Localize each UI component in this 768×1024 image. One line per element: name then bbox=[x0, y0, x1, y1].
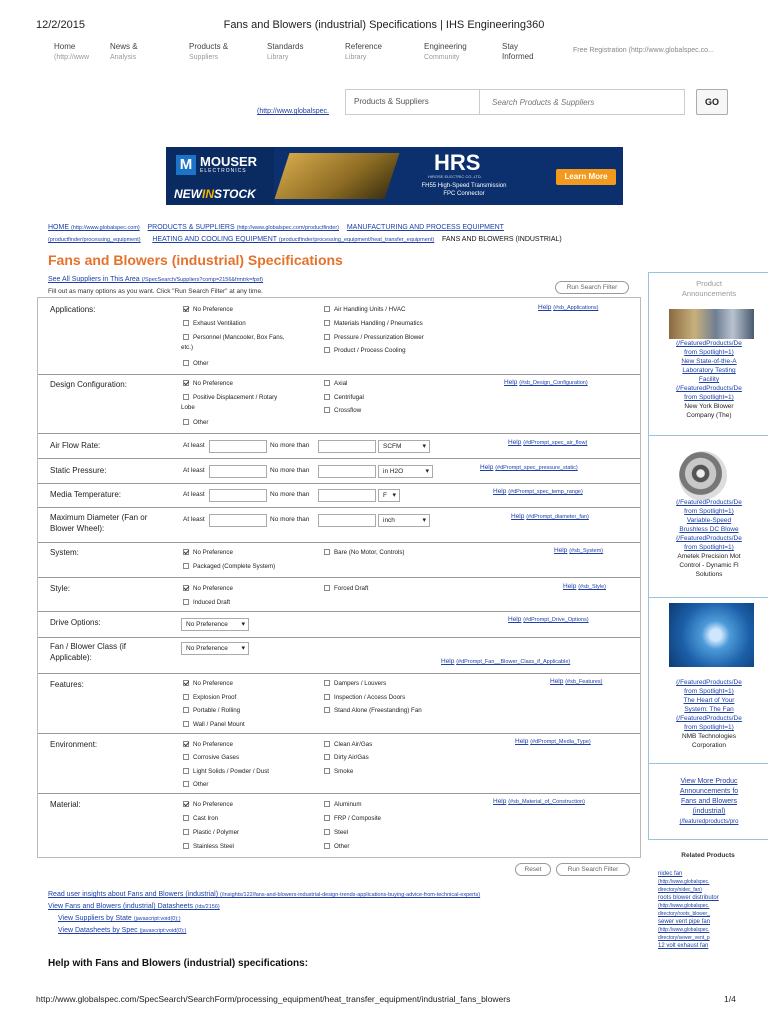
row-fan-blower-class bbox=[38, 638, 640, 674]
checkbox[interactable] bbox=[324, 754, 330, 760]
learn-more-button[interactable]: Learn More bbox=[556, 169, 616, 185]
help-environment[interactable]: Help (#dPrompt_Media_Type) bbox=[515, 738, 591, 745]
help-design-configuration[interactable]: Help (#sb_Design_Configuration) bbox=[504, 379, 588, 386]
divider bbox=[649, 763, 768, 764]
datasheets-link[interactable]: View Fans and Blowers (industrial) Datasheets (/ds/2156) bbox=[48, 903, 220, 910]
checkbox[interactable] bbox=[183, 741, 189, 747]
announcement-link[interactable]: (/FeaturedProducts/De bbox=[676, 535, 742, 542]
help-drive-options[interactable]: Help (#dPrompt_Drive_Options) bbox=[508, 616, 589, 623]
label-air-flow-rate: Air Flow Rate: bbox=[50, 441, 101, 450]
option-dirty-air[interactable]: Dirty Air/Gas bbox=[324, 754, 369, 762]
insights-link[interactable]: Read user insights about Fans and Blowers (industrial) (/insights/122/fans-and-blowers-industrial-design-trends-applications-buying-advice-from-technical-experts) bbox=[48, 891, 481, 898]
diameter-max-input[interactable] bbox=[318, 514, 376, 527]
option-corrosive-gases[interactable]: Corrosive Gases bbox=[183, 754, 239, 762]
option-product-cooling[interactable]: Product / Process Cooling bbox=[324, 347, 406, 355]
option-frp-composite[interactable]: FRP / Composite bbox=[324, 815, 381, 823]
option-no-preference[interactable]: No Preference bbox=[183, 585, 233, 593]
help-system[interactable]: Help (#sb_System) bbox=[554, 547, 604, 554]
checkbox[interactable] bbox=[183, 549, 189, 555]
at-least-label: At least bbox=[183, 516, 205, 523]
checkbox[interactable] bbox=[183, 419, 189, 425]
nav-engineering[interactable]: Engineering Community bbox=[424, 42, 467, 61]
checkbox[interactable] bbox=[324, 680, 330, 686]
banner-ad[interactable] bbox=[166, 147, 623, 205]
hrs-logo: HRS bbox=[434, 150, 481, 175]
divider bbox=[649, 435, 768, 436]
at-least-label: At least bbox=[183, 491, 205, 498]
hrs-sub: HIROSE ELECTRIC CO.,LTD. bbox=[428, 174, 482, 179]
see-all-suppliers-link[interactable]: See All Suppliers in This Area (/SpecSearch/Suppliers?comp=2156&frmtrk=fpsf) bbox=[48, 276, 264, 283]
static-pressure-min-input[interactable] bbox=[209, 465, 267, 478]
footer-links bbox=[48, 889, 628, 937]
related-item[interactable]: nidec fan (http://www.globalspec. directory/nidec_fan) bbox=[658, 871, 710, 893]
nav-news[interactable]: News & Analysis bbox=[110, 42, 138, 61]
option-no-preference[interactable]: No Preference bbox=[183, 741, 233, 749]
option-inspection-doors[interactable]: Inspection / Access Doors bbox=[324, 694, 405, 702]
crumb-home[interactable]: HOME (http://www.globalspec.com) bbox=[48, 224, 140, 231]
crumb-manufacturing-url[interactable]: (productfinder/processing_equipment) bbox=[48, 237, 141, 243]
help-applications[interactable]: Help (#sb_Applications) bbox=[538, 304, 599, 311]
checkbox[interactable] bbox=[324, 549, 330, 555]
label-applications: Applications: bbox=[50, 305, 96, 314]
option-explosion-proof[interactable]: Explosion Proof bbox=[183, 694, 236, 702]
label-drive-options: Drive Options: bbox=[50, 618, 101, 627]
checkbox[interactable] bbox=[324, 815, 330, 821]
print-date: 12/2/2015 bbox=[36, 19, 85, 31]
product-announcements-sidebar bbox=[648, 272, 768, 840]
page-title: Fans and Blowers (industrial) Specifications bbox=[48, 252, 343, 268]
print-page-number: 1/4 bbox=[724, 994, 736, 1004]
row-maximum-diameter bbox=[38, 508, 640, 543]
media-temp-min-input[interactable] bbox=[209, 489, 267, 502]
help-maximum-diameter[interactable]: Help (#dPrompt_diameter_fan) bbox=[511, 513, 589, 520]
checkbox[interactable] bbox=[183, 585, 189, 591]
announcement-link[interactable]: from Spotlight=1) bbox=[684, 508, 734, 515]
crumb-heating[interactable]: HEATING AND COOLING EQUIPMENT (productfinder/processing_equipment/heat_transfer_equipment) bbox=[152, 236, 435, 243]
checkbox[interactable] bbox=[183, 599, 189, 605]
help-air-flow-rate[interactable]: Help (#dPrompt_spec_air_flow) bbox=[508, 439, 588, 446]
checkbox[interactable] bbox=[183, 781, 189, 787]
media-temp-max-input[interactable] bbox=[318, 489, 376, 502]
help-with-heading: Help with Fans and Blowers (industrial) specifications: bbox=[48, 958, 309, 969]
nav-standards[interactable]: Standards Library bbox=[267, 42, 304, 61]
checkbox[interactable] bbox=[183, 306, 189, 312]
checkbox[interactable] bbox=[324, 585, 330, 591]
diameter-min-input[interactable] bbox=[209, 514, 267, 527]
row-applications bbox=[38, 298, 640, 375]
static-pressure-unit-select[interactable]: in H2O ▾ bbox=[378, 465, 433, 478]
label-features: Features: bbox=[50, 680, 84, 689]
option-aluminum[interactable]: Aluminum bbox=[324, 801, 362, 809]
announcement-link[interactable]: from Spotlight=1) bbox=[684, 394, 734, 401]
print-url: http://www.globalspec.com/SpecSearch/SearchForm/processing_equipment/heat_transfer_equipment/industrial_fans_blowers bbox=[36, 994, 511, 1004]
logo-link[interactable]: (http://www.globalspec. bbox=[257, 108, 329, 115]
search-input[interactable] bbox=[486, 90, 681, 114]
go-button[interactable]: GO bbox=[696, 89, 728, 115]
option-no-preference[interactable]: No Preference bbox=[183, 801, 233, 809]
new-in-stock: NEWINSTOCK bbox=[174, 187, 256, 201]
checkbox[interactable] bbox=[324, 394, 330, 400]
no-more-than-label: No more than bbox=[270, 491, 310, 498]
label-maximum-diameter: Maximum Diameter (Fan or Blower Wheel): bbox=[50, 513, 148, 533]
option-centrifugal[interactable]: Centrifugal bbox=[324, 394, 364, 402]
announcement-1 bbox=[649, 339, 768, 420]
option-induced-draft[interactable]: Induced Draft bbox=[183, 599, 230, 607]
announcement-link[interactable]: The Heart of Your bbox=[683, 697, 735, 704]
option-dampers-louvers[interactable]: Dampers / Louvers bbox=[324, 680, 386, 688]
option-packaged[interactable]: Packaged (Complete System) bbox=[183, 563, 275, 571]
no-more-than-label: No more than bbox=[270, 442, 310, 449]
mouser-brand: MOUSER bbox=[200, 154, 258, 169]
fan-blower-class-select[interactable]: No Preference ▾ bbox=[181, 642, 249, 655]
filter-panel bbox=[37, 297, 641, 858]
announcement-link[interactable]: (/FeaturedProducts/De bbox=[676, 499, 742, 506]
label-system: System: bbox=[50, 548, 79, 557]
option-stand-alone[interactable]: Stand Alone (Freestanding) Fan bbox=[324, 707, 422, 715]
checkbox[interactable] bbox=[183, 829, 189, 835]
suppliers-by-state-link[interactable]: View Suppliers by State (javascript:void(0);) bbox=[58, 915, 181, 922]
checkbox[interactable] bbox=[324, 380, 330, 386]
option-axial[interactable]: Axial bbox=[324, 380, 347, 388]
static-pressure-max-input[interactable] bbox=[318, 465, 376, 478]
crumb-manufacturing[interactable]: MANUFACTURING AND PROCESS EQUIPMENT bbox=[346, 224, 504, 231]
top-nav bbox=[0, 42, 768, 68]
nav-reference[interactable]: Reference Library bbox=[345, 42, 382, 61]
mouser-sub: ELECTRONICS bbox=[200, 168, 247, 174]
checkbox[interactable] bbox=[183, 360, 189, 366]
checkbox[interactable] bbox=[183, 680, 189, 686]
option-bare[interactable]: Bare (No Motor, Controls) bbox=[324, 549, 405, 557]
print-title: Fans and Blowers (industrial) Specifications | IHS Engineering360 bbox=[223, 19, 545, 31]
option-personnel[interactable]: Personnel (Mancooler, Box Fans, bbox=[183, 334, 284, 342]
datasheets-by-spec-link[interactable]: View Datasheets by Spec (javascript:void(0);) bbox=[58, 927, 187, 934]
help-fan-blower-class[interactable]: Help (#dPrompt_Fan__Blower_Class_if_Applicable) bbox=[441, 658, 571, 665]
announcement-link[interactable]: from Spotlight=1) bbox=[684, 688, 734, 695]
checkbox[interactable] bbox=[183, 815, 189, 821]
crumb-products[interactable]: PRODUCTS & SUPPLIERS (http://www.globalspec.com/productfinder) bbox=[147, 224, 340, 231]
option-materials-handling[interactable]: Materials Handling / Pneumatics bbox=[324, 320, 423, 328]
reset-button[interactable]: Reset bbox=[515, 863, 551, 876]
option-positive-displacement-cont: Lobe bbox=[181, 404, 195, 411]
checkbox[interactable] bbox=[324, 694, 330, 700]
option-other[interactable]: Other bbox=[183, 781, 208, 789]
label-fan-blower-class: Fan / Blower Class (if Applicable): bbox=[50, 642, 127, 662]
option-personnel-cont: etc.) bbox=[181, 344, 194, 351]
option-light-solids[interactable]: Light Solids / Powder / Dust bbox=[183, 768, 269, 776]
fan-image[interactable] bbox=[669, 603, 754, 667]
label-design-configuration: Design Configuration: bbox=[50, 380, 127, 389]
related-item[interactable]: sewer vent pipe fan (http://www.globalspec. directory/sewer_vent_p bbox=[658, 919, 711, 941]
company-name: NMB Technologies bbox=[681, 733, 737, 740]
print-header bbox=[0, 0, 768, 34]
checkbox[interactable] bbox=[183, 320, 189, 326]
company-name: Ametek Precision Mot bbox=[677, 553, 741, 560]
search-bar bbox=[345, 89, 685, 115]
checkbox[interactable] bbox=[324, 843, 330, 849]
run-search-filter-button-top[interactable]: Run Search Filter bbox=[555, 281, 629, 294]
checkbox[interactable] bbox=[183, 721, 189, 727]
announcement-link[interactable]: New State-of-the-A bbox=[681, 358, 737, 365]
option-no-preference[interactable]: No Preference bbox=[183, 680, 233, 688]
checkbox[interactable] bbox=[183, 768, 189, 774]
company-name: Company (The) bbox=[686, 412, 732, 419]
air-flow-min-input[interactable] bbox=[209, 440, 267, 453]
announcement-link[interactable]: Variable-Speed bbox=[686, 517, 732, 524]
option-smoke[interactable]: Smoke bbox=[324, 768, 353, 776]
option-plastic-polymer[interactable]: Plastic / Polymer bbox=[183, 829, 239, 837]
label-material: Material: bbox=[50, 800, 81, 809]
checkbox[interactable] bbox=[324, 320, 330, 326]
company-name: Corporation bbox=[692, 742, 726, 749]
mouser-logo-icon: M bbox=[176, 155, 196, 175]
checkbox[interactable] bbox=[183, 394, 189, 400]
option-air-handling[interactable]: Air Handling Units / HVAC bbox=[324, 306, 405, 314]
option-positive-displacement[interactable]: Positive Displacement / Rotary bbox=[183, 394, 277, 402]
nav-home[interactable]: Home (http://www bbox=[54, 42, 90, 61]
checkbox[interactable] bbox=[324, 347, 330, 353]
at-least-label: At least bbox=[183, 467, 205, 474]
row-static-pressure bbox=[38, 459, 640, 484]
checkbox[interactable] bbox=[324, 741, 330, 747]
checkbox[interactable] bbox=[324, 768, 330, 774]
announcement-link[interactable]: Brushless DC Blowe bbox=[679, 526, 739, 533]
fill-instructions: Fill out as many options as you want. Click "Run Search Filter" at any time. bbox=[48, 288, 263, 295]
row-design-configuration bbox=[38, 375, 640, 434]
row-material bbox=[38, 794, 640, 857]
option-clean-air[interactable]: Clean Air/Gas bbox=[324, 741, 372, 749]
crumb-current: FANS AND BLOWERS (INDUSTRIAL) bbox=[441, 236, 562, 243]
option-portable-rolling[interactable]: Portable / Rolling bbox=[183, 707, 240, 715]
announcement-link[interactable]: (/FeaturedProducts/De bbox=[676, 340, 742, 347]
checkbox[interactable] bbox=[324, 707, 330, 713]
checkbox[interactable] bbox=[324, 829, 330, 835]
drive-options-select[interactable]: No Preference ▾ bbox=[181, 618, 249, 631]
option-no-preference[interactable]: No Preference bbox=[183, 380, 233, 388]
option-other[interactable]: Other bbox=[183, 360, 208, 368]
label-environment: Environment: bbox=[50, 740, 98, 749]
row-environment bbox=[38, 734, 640, 794]
help-material[interactable]: Help (#sb_Material_of_Construction) bbox=[493, 798, 585, 805]
label-style: Style: bbox=[50, 584, 71, 593]
lab-facility-image[interactable] bbox=[669, 309, 754, 339]
breadcrumb bbox=[48, 222, 748, 246]
option-other[interactable]: Other bbox=[324, 843, 349, 851]
announcement-link[interactable]: (/FeaturedProducts/De bbox=[676, 715, 742, 722]
row-features bbox=[38, 674, 640, 734]
no-more-than-label: No more than bbox=[270, 516, 310, 523]
label-static-pressure: Static Pressure: bbox=[50, 466, 107, 475]
checkbox[interactable] bbox=[183, 694, 189, 700]
help-style[interactable]: Help (#sb_Style) bbox=[563, 583, 607, 590]
at-least-label: At least bbox=[183, 442, 205, 449]
checkbox[interactable] bbox=[324, 407, 330, 413]
help-media-temperature[interactable]: Help (#dPrompt_spec_temp_range) bbox=[493, 488, 583, 495]
nav-stay-informed[interactable]: Stay Informed bbox=[502, 42, 534, 61]
option-steel[interactable]: Steel bbox=[324, 829, 348, 837]
announcement-link[interactable]: (/FeaturedProducts/De bbox=[676, 679, 742, 686]
air-flow-max-input[interactable] bbox=[318, 440, 376, 453]
sidebar-header: Product Announcements bbox=[681, 279, 737, 298]
checkbox[interactable] bbox=[183, 334, 189, 340]
mouser-panel bbox=[166, 147, 274, 205]
announcement-link[interactable]: from Spotlight=1) bbox=[684, 724, 734, 731]
row-style bbox=[38, 578, 640, 612]
option-pressure-blower[interactable]: Pressure / Pressurization Blower bbox=[324, 334, 424, 342]
checkbox[interactable] bbox=[183, 563, 189, 569]
company-name: New York Blower bbox=[684, 403, 734, 410]
related-item[interactable]: 12 volt exhaust fan bbox=[658, 943, 709, 949]
free-registration-link[interactable]: Free Registration (http://www.globalspec.co... bbox=[573, 47, 714, 54]
row-system bbox=[38, 543, 640, 578]
announcement-link[interactable]: (/FeaturedProducts/De bbox=[676, 385, 742, 392]
checkbox[interactable] bbox=[324, 306, 330, 312]
company-name: Solutions bbox=[695, 571, 723, 578]
blower-image[interactable] bbox=[679, 451, 727, 501]
related-products bbox=[648, 852, 768, 950]
company-name: Control - Dynamic Fl bbox=[679, 562, 739, 569]
option-cast-iron[interactable]: Cast Iron bbox=[183, 815, 218, 823]
connector-image bbox=[275, 153, 400, 199]
option-forced-draft[interactable]: Forced Draft bbox=[324, 585, 368, 593]
announcement-link[interactable]: from Spotlight=1) bbox=[684, 544, 734, 551]
checkbox[interactable] bbox=[183, 380, 189, 386]
related-products-header: Related Products bbox=[681, 852, 735, 859]
label-media-temperature: Media Temperature: bbox=[50, 490, 121, 499]
row-drive-options bbox=[38, 612, 640, 638]
help-static-pressure[interactable]: Help (#dPrompt_spec_pressure_static) bbox=[480, 464, 578, 471]
checkbox[interactable] bbox=[183, 754, 189, 760]
option-no-preference[interactable]: No Preference bbox=[183, 549, 233, 557]
run-search-filter-button-bottom[interactable]: Run Search Filter bbox=[556, 863, 630, 876]
media-temp-unit-select[interactable]: F ▾ bbox=[378, 489, 400, 502]
checkbox[interactable] bbox=[183, 843, 189, 849]
option-other[interactable]: Other bbox=[183, 419, 208, 427]
checkbox[interactable] bbox=[183, 801, 189, 807]
announcement-link[interactable]: System: The Fan bbox=[684, 706, 734, 713]
checkbox[interactable] bbox=[183, 707, 189, 713]
search-category-select[interactable]: Products & Suppliers bbox=[346, 90, 480, 114]
announcement-link[interactable]: from Spotlight=1) bbox=[684, 349, 734, 356]
nav-products[interactable]: Products & Suppliers bbox=[189, 42, 229, 61]
banner-tagline: FH55 High-Speed Transmission FPC Connector bbox=[421, 183, 507, 197]
row-media-temperature bbox=[38, 484, 640, 508]
row-air-flow-rate bbox=[38, 434, 640, 459]
announcement-2 bbox=[649, 498, 768, 579]
option-stainless-steel[interactable]: Stainless Steel bbox=[183, 843, 234, 851]
divider bbox=[649, 597, 768, 598]
announcement-3 bbox=[649, 678, 768, 750]
checkbox[interactable] bbox=[324, 801, 330, 807]
diameter-unit-select[interactable]: inch ▾ bbox=[378, 514, 430, 527]
related-item[interactable]: roots blower distributor (http://www.globalspec. directory/roots_blower_ bbox=[658, 895, 719, 917]
announcement-link[interactable]: Facility bbox=[698, 376, 720, 383]
air-flow-unit-select[interactable]: SCFM ▾ bbox=[378, 440, 430, 453]
view-more-announcements[interactable]: View More Produc Announcements fo Fans and Blowers (industrial) (/featuredproducts/pro bbox=[679, 778, 739, 825]
option-crossflow[interactable]: Crossflow bbox=[324, 407, 361, 415]
option-no-preference[interactable]: No Preference bbox=[183, 306, 233, 314]
option-wall-panel-mount[interactable]: Wall / Panel Mount bbox=[183, 721, 245, 729]
help-features[interactable]: Help (#sb_Features) bbox=[550, 678, 603, 685]
announcement-link[interactable]: Laboratory Testing bbox=[682, 367, 736, 374]
no-more-than-label: No more than bbox=[270, 467, 310, 474]
option-exhaust-ventilation[interactable]: Exhaust Ventilation bbox=[183, 320, 246, 328]
checkbox[interactable] bbox=[324, 334, 330, 340]
